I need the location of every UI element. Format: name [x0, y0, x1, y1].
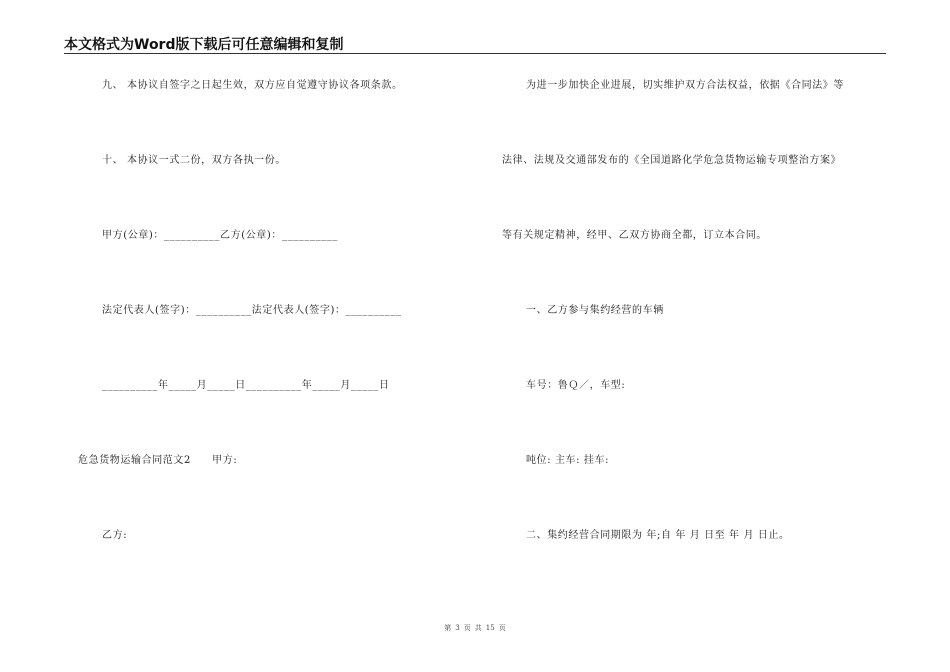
vehicle-number-line: 车号：鲁Ｑ／，车型:: [526, 380, 626, 391]
document-header-title: 本文格式为Word版下载后可任意编辑和复制: [64, 37, 344, 53]
header-divider: [64, 53, 886, 54]
total-unit: 页: [498, 624, 506, 632]
current-page-number: 3: [455, 624, 460, 632]
total-page-count: 15: [485, 624, 495, 632]
representative-signature-line: 法定代表人(签字)：__________法定代表人(签字)：__________: [102, 305, 402, 316]
date-line: __________年_____月_____日__________年_____月_____日: [102, 380, 390, 391]
sample-contract-heading: 危急货物运输合同范文2 甲方:: [78, 455, 238, 466]
page-indicator: [0, 623, 950, 633]
tonnage-line: 吨位: 主车: 挂车:: [526, 455, 610, 466]
page-prefix: 第: [444, 624, 452, 632]
clause-nine: 九、 本协议自签字之日起生效，双方应自觉遵守协议各项条款。: [102, 80, 403, 91]
seal-signature-line: 甲方(公章)：__________乙方(公章)：__________: [102, 230, 339, 241]
section-two-term-line: 二、集约经营合同期限为 年;自 年 月 日至 年 月 日止。: [526, 530, 790, 541]
total-prefix: 共: [474, 624, 482, 632]
section-one-heading: 一、乙方参与集约经营的车辆: [526, 305, 664, 316]
preamble-line-1: 为进一步加快企业进展，切实维护双方合法权益，依据《合同法》等: [526, 80, 844, 91]
party-b-line: 乙方:: [102, 530, 128, 541]
preamble-line-3: 等有关规定精神，经甲、乙双方协商全都，订立本合同。: [502, 230, 767, 241]
preamble-line-2: 法律、法规及交通部发布的《全国道路化学危急货物运输专项整治方案》: [502, 155, 842, 166]
page-unit: 页: [463, 624, 471, 632]
clause-ten: 十、 本协议一式二份，双方各执一份。: [102, 155, 286, 166]
